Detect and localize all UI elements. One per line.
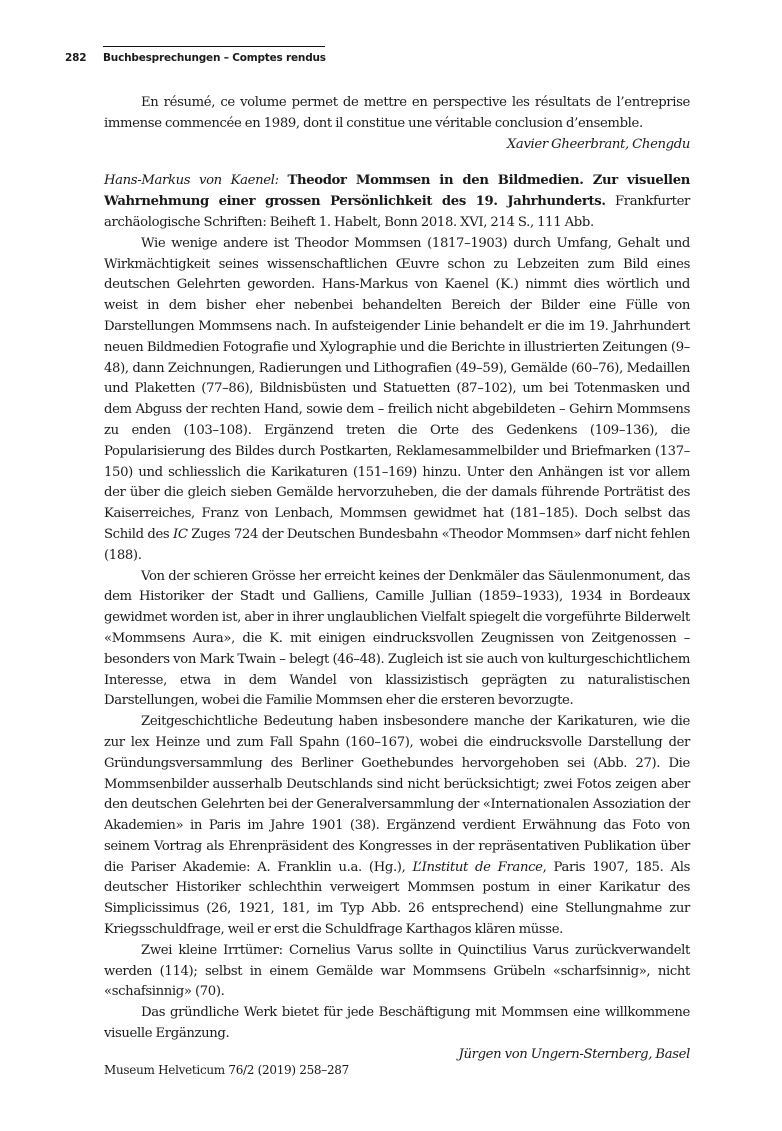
review-publication-info: Frankfurter archäologische Schriften: Beiheft 1. Habelt, Bonn 2018. XVI, 214 S., 111 Abb. — [104, 194, 690, 230]
paragraph-text: Zwei kleine Irrtümer: Cornelius Varus sollte in Quinctilius Varus zurückverwandelt werden (114); selbst in einem Gemälde war Mommsens Grübeln «scharfsinnig», nicht «schafsinnig» (70). — [104, 942, 690, 1000]
review-paragraph-3 — [104, 712, 690, 941]
page-body — [104, 93, 690, 1066]
paragraph-italic-text: IC — [173, 526, 188, 542]
review-signature: Jürgen von Ungern-Sternberg, Basel — [458, 1046, 690, 1062]
review-paragraph-5 — [104, 1003, 690, 1045]
journal-citation-footer: Museum Helveticum 76/2 (2019) 258–287 — [104, 1063, 349, 1077]
review-paragraph-2 — [104, 567, 690, 713]
paragraph-text: Zuges 724 der Deutschen Bundesbahn «Theodor Mommsen» darf nicht fehlen (188). — [104, 526, 690, 563]
paragraph-text: Von der schieren Grösse her erreicht keines der Denkmäler das Säulenmonument, das dem Historiker der Stadt und Galliens, Camille Jullian (1859–1933), 1934 in Bordeaux gewidmet worden ist, aber in ihrer unglaublichen Vielfalt spiegelt die vorgeführte Bilderwelt «Mommsens Aura», die K. mit einigen eindrucksvollen Zeugnissen von Zeitgenossen – besonders von Mark Twain – belegt (46–48). Zugleich ist sie auch von kulturgeschichtlichem Interesse, etwa in dem Wandel von klassizistisch geprägten zu naturalistischen Darstellungen, wobei die Familie Mommsen eher die ersteren bevorzugte. — [104, 568, 690, 709]
paragraph-text: , Paris 1907, 185. Als deutscher Historiker schlechthin verweigert Mommsen postum in einer Karikatur des Simplicissimus (26, 1921, 181, im Typ Abb. 26 entsprechend) eine Stellungnahme zur Kriegsschuldfrage, weil er erst die Schuldfrage Karthagos klären müsse. — [104, 859, 690, 938]
paragraph-text: Zeitgeschichtliche Bedeutung haben insbesondere manche der Karikaturen, wie die zur lex Heinze und zum Fall Spahn (160–167), wobei die eindrucksvolle Darstellung der Gründungsversammlung des Berliner Goethebundes hervorgehoben sei (Abb. 27). Die Mommsenbilder ausserhalb Deutschlands sind nicht berücksichtigt; zwei Fotos zeigen aber den deutschen Gelehrten bei der Generalversammlung der «Internationalen Assoziation der Akademien» in Paris im Jahre 1901 (38). Ergänzend verdient Erwähnung das Foto von seinem Vortrag als Ehrenpräsident des Kongresses in der repräsentativen Publikation über die Pariser Akademie: A. Franklin u.a. (Hg.), — [104, 714, 690, 875]
review-paragraph-4 — [104, 941, 690, 1003]
page-number: 282 — [65, 52, 87, 64]
review-author: Hans-Markus von Kaenel: — [104, 173, 279, 189]
paragraph-italic-text: L’Institut de France — [412, 859, 543, 875]
paragraph-text: Wie wenige andere ist Theodor Mommsen (1817–1903) durch Umfang, Gehalt und Wirkmächtigkeit seines wissenschaftlichen Œuvre schon zu Lebzeiten zum Bild eines deutschen Gelehrten geworden. Hans-Markus von Kaenel (K.) nimmt dies wörtlich und weist in dem bisher eher nebenbei behandelten Bereich der Bilder eine Fülle von Darstellungen Mommsens nach. In aufsteigender Linie behandelt er die im 19. Jahrhundert neuen Bildmedien Fotografie und Xylographie und die Berichte in illustrierten Zeitungen (9–48), dann Zeichnungen, Radierungen und Lithografien (49–59), Gemälde (60–76), Medaillen und Plaketten (77–86), Bildnisbüsten und Statuetten (87–102), um bei Totenmasken und dem Abguss der rechten Hand, sowie dem – freilich nicht abgebildeten – Gehirn Mommsens zu enden (103–108). Ergänzend treten die Orte des Gedenkens (109–136), die Popularisierung des Bildes durch Postkarten, Reklamesammelbilder und Briefmarken (137–150) und schliesslich die Karikaturen (151–169) hinzu. Unter den Anhängen ist vor allem der über die gleich sieben Gemälde hervorzuheben, die der damals führende Porträtist des Kaiserreiches, Franz von Lenbach, Mommsen gewidmet hat (181–185). Doch selbst das Schild des — [104, 235, 690, 542]
previous-review-signature: Xavier Gheerbrant, Chengdu — [506, 136, 690, 152]
header-rule — [103, 46, 325, 47]
header-line — [65, 52, 326, 64]
previous-review-closing: En résumé, ce volume permet de mettre en perspective les résultats de l’entreprise immense commencée en 1989, dont il constitue une véritable conclusion d’ensemble. — [104, 95, 690, 131]
running-title: Buchbesprechungen – Comptes rendus — [103, 52, 326, 64]
review-paragraph-1 — [104, 234, 690, 567]
review-citation — [104, 171, 690, 233]
paragraph-text: Das gründliche Werk bietet für jede Beschäftigung mit Mommsen eine willkommene visuelle Ergänzung. — [104, 1005, 690, 1042]
review-book-title: Theodor Mommsen in den Bildmedien. Zur visuellen Wahrnehmung einer grossen Persönlichkeit des 19. Jahrhunderts. — [104, 173, 690, 210]
